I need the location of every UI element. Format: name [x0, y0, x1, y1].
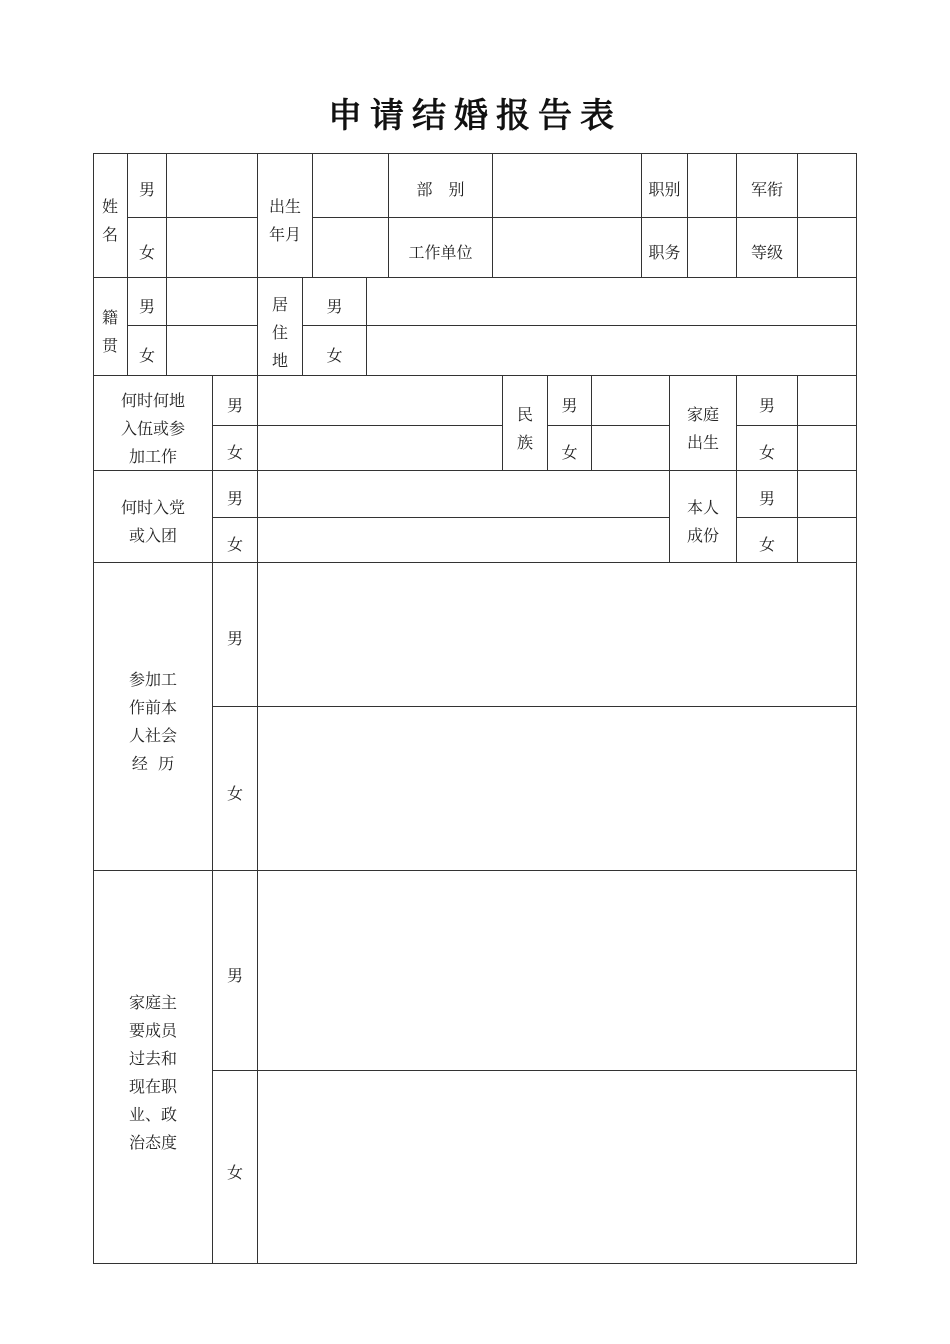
experience-label-line4: 经 历: [131, 754, 175, 773]
r6-v-gender: [257, 870, 258, 1264]
r2-h-mid-b: [302, 325, 857, 326]
divider-row1-bottom: [93, 277, 857, 278]
residence-label: 居住地: [271, 295, 288, 370]
enlistment-label-line2: 入伍或参: [120, 419, 185, 438]
personal-status-female-label: 女: [758, 535, 775, 554]
r3-h-mid-c: [736, 425, 857, 426]
r3-h-mid-b: [547, 425, 669, 426]
family-members-line4: 现在职: [128, 1077, 177, 1096]
r3-h-mid-a: [212, 425, 502, 426]
native-female-label: 女: [138, 346, 155, 365]
residence-female-label: 女: [326, 346, 343, 365]
personal-status-male-label: 男: [758, 489, 775, 508]
native-place-label: 籍贯: [101, 308, 118, 355]
enlistment-label-line1: 何时何地: [120, 391, 185, 410]
r5-v-gender: [257, 562, 258, 870]
enlistment-female-label: 女: [226, 443, 243, 462]
grade-label: 等级: [750, 243, 783, 262]
r1-h-mid-a: [127, 217, 257, 218]
native-male-label: 男: [138, 297, 155, 316]
family-members-line1: 家庭主: [128, 993, 177, 1012]
ethnicity-male-label: 男: [561, 396, 578, 415]
experience-female-label: 女: [226, 784, 243, 803]
family-origin-male-label: 男: [758, 396, 775, 415]
party-male-label: 男: [226, 489, 243, 508]
family-members-female-label: 女: [226, 1163, 243, 1182]
r6-h-mid: [212, 1070, 857, 1071]
divider-row2-bottom: [93, 375, 857, 376]
name-male-label: 男: [138, 180, 155, 199]
family-members-line6: 治态度: [128, 1133, 177, 1152]
r2-v-native-value: [257, 277, 258, 375]
ethnicity-label: 民族: [516, 405, 533, 452]
r2-h-mid-a: [127, 325, 257, 326]
enlistment-label-line3: 加工作: [128, 447, 177, 466]
rank-label: 军衔: [750, 180, 783, 199]
r1-h-mid-b: [312, 217, 857, 218]
family-members-line5: 业、政: [128, 1105, 177, 1124]
name-female-label: 女: [138, 243, 155, 262]
party-female-label: 女: [226, 535, 243, 554]
experience-label-line1: 参加工: [128, 670, 177, 689]
position-level-label: 职别: [648, 180, 681, 199]
r4-h-mid-a: [212, 517, 669, 518]
party-label-line2: 或入团: [128, 526, 177, 545]
experience-label-line2: 作前本: [128, 698, 177, 717]
family-origin-female-label: 女: [758, 443, 775, 462]
divider-row4-bottom: [93, 562, 857, 563]
r5-h-mid: [212, 706, 857, 707]
enlistment-male-label: 男: [226, 396, 243, 415]
personal-status-line2: 成份: [686, 526, 719, 545]
residence-male-label: 男: [326, 297, 343, 316]
r4-h-mid-b: [736, 517, 857, 518]
department-label: 部 别: [416, 180, 465, 199]
family-origin-line1: 家庭: [686, 405, 719, 424]
family-members-male-label: 男: [226, 966, 243, 985]
work-unit-label: 工作单位: [408, 243, 473, 262]
ethnicity-female-label: 女: [561, 443, 578, 462]
experience-male-label: 男: [226, 629, 243, 648]
birth-label-line2: 年月: [268, 225, 301, 244]
divider-row5-bottom: [93, 870, 857, 871]
r3-v-value: [502, 375, 503, 470]
name-label: 姓名: [101, 197, 118, 244]
party-label-line1: 何时入党: [120, 498, 185, 517]
family-origin-line2: 出生: [686, 433, 719, 452]
experience-label-line3: 人社会: [128, 726, 177, 745]
family-members-line2: 要成员: [128, 1021, 177, 1040]
form-title: 申请结婚报告表: [328, 96, 622, 136]
family-members-line3: 过去和: [128, 1049, 177, 1068]
post-label: 职务: [648, 243, 681, 262]
birth-label-line1: 出生: [268, 197, 301, 216]
personal-status-line1: 本人: [686, 498, 719, 517]
